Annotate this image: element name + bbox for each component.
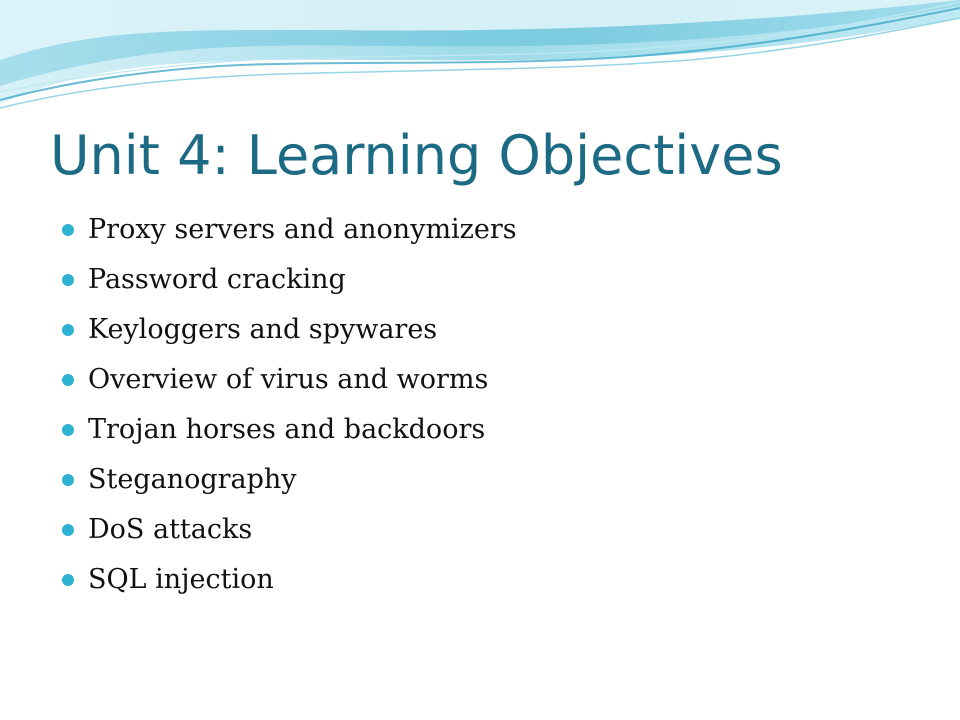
bullet-icon: [62, 224, 74, 236]
list-item-text: Keyloggers and spywares: [88, 314, 438, 345]
header-wave-decoration: [0, 0, 960, 120]
list-item-text: SQL injection: [88, 564, 274, 595]
list-item: [62, 305, 517, 355]
list-item-text: Proxy servers and anonymizers: [88, 214, 517, 245]
objectives-list: [62, 205, 517, 605]
slide-title: Unit 4: Learning Objectives: [50, 124, 783, 187]
list-item-text: Steganography: [88, 464, 297, 495]
list-item: [62, 555, 517, 605]
list-item: [62, 455, 517, 505]
list-item: [62, 505, 517, 555]
bullet-icon: [62, 474, 74, 486]
list-item: [62, 355, 517, 405]
list-item-text: DoS attacks: [88, 514, 253, 545]
bullet-icon: [62, 274, 74, 286]
bullet-icon: [62, 374, 74, 386]
bullet-icon: [62, 424, 74, 436]
list-item: [62, 205, 517, 255]
list-item-text: Overview of virus and worms: [88, 364, 489, 395]
bullet-icon: [62, 574, 74, 586]
list-item-text: Password cracking: [88, 264, 346, 295]
list-item-text: Trojan horses and backdoors: [88, 414, 486, 445]
bullet-icon: [62, 524, 74, 536]
list-item: [62, 405, 517, 455]
bullet-icon: [62, 324, 74, 336]
list-item: [62, 255, 517, 305]
